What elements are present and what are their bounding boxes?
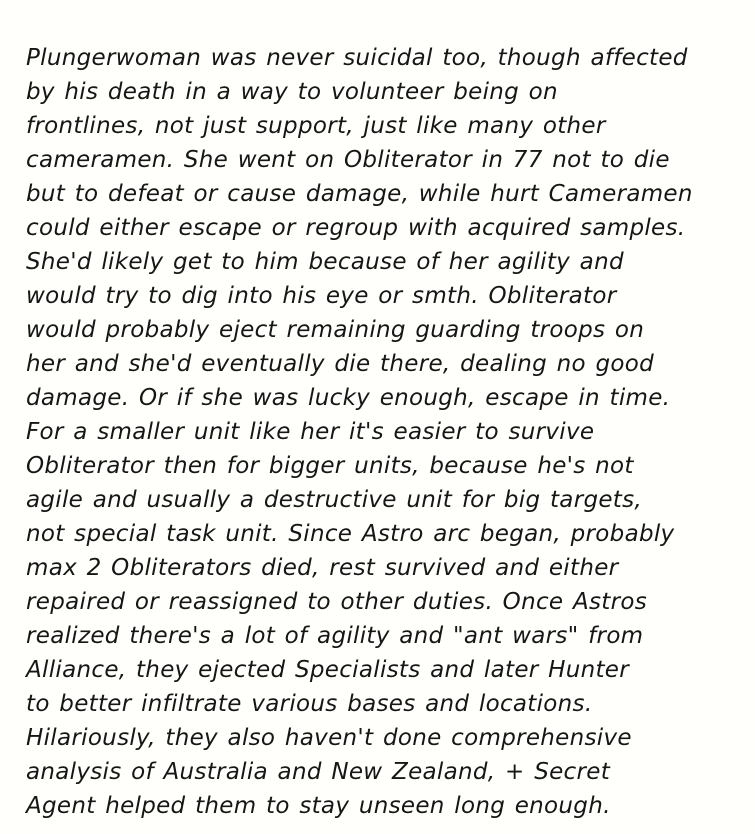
note-line-8: would try to dig into his eye or smth. Obliterator [26,283,617,309]
note-line-10: her and she'd eventually die there, dealing no good [26,351,655,377]
note-line-13: Obliterator then for bigger units, because he's not [26,453,634,479]
note-line-19: Alliance, they ejected Specialists and later Hunter [26,657,630,683]
note-line-7: She'd likely get to him because of her agility and [26,249,624,275]
note-line-12: For a smaller unit like her it's easier to survive [26,419,595,445]
note-line-9: would probably eject remaining guarding troops on [26,317,645,343]
note-line-23: Agent helped them to stay unseen long enough. [26,793,611,819]
note-line-4: cameramen. She went on Obliterator in 77 not to die [26,147,670,173]
note-line-20: to better infiltrate various bases and locations. [26,691,593,717]
note-line-21: Hilariously, they also haven't done comprehensive [26,725,632,751]
note-line-2: by his death in a way to volunteer being on [26,79,558,105]
note-body [26,41,745,823]
note-line-1: Plungerwoman was never suicidal too, though affected [26,45,688,71]
note-line-11: damage. Or if she was lucky enough, escape in time. [26,385,671,411]
note-line-15: not special task unit. Since Astro arc began, probably [26,521,675,547]
note-line-3: frontlines, not just support, just like many other [26,113,606,139]
note-line-22: analysis of Australia and New Zealand, + Secret [26,759,611,785]
note-line-18: realized there's a lot of agility and "ant wars" from [26,623,644,649]
note-line-5: but to defeat or cause damage, while hurt Cameramen [26,181,693,207]
note-line-16: max 2 Obliterators died, rest survived and either [26,555,619,581]
note-line-14: agile and usually a destructive unit for big targets, [26,487,643,513]
note-line-17: repaired or reassigned to other duties. Once Astros [26,589,647,615]
note-line-6: could either escape or regroup with acquired samples. [26,215,686,241]
